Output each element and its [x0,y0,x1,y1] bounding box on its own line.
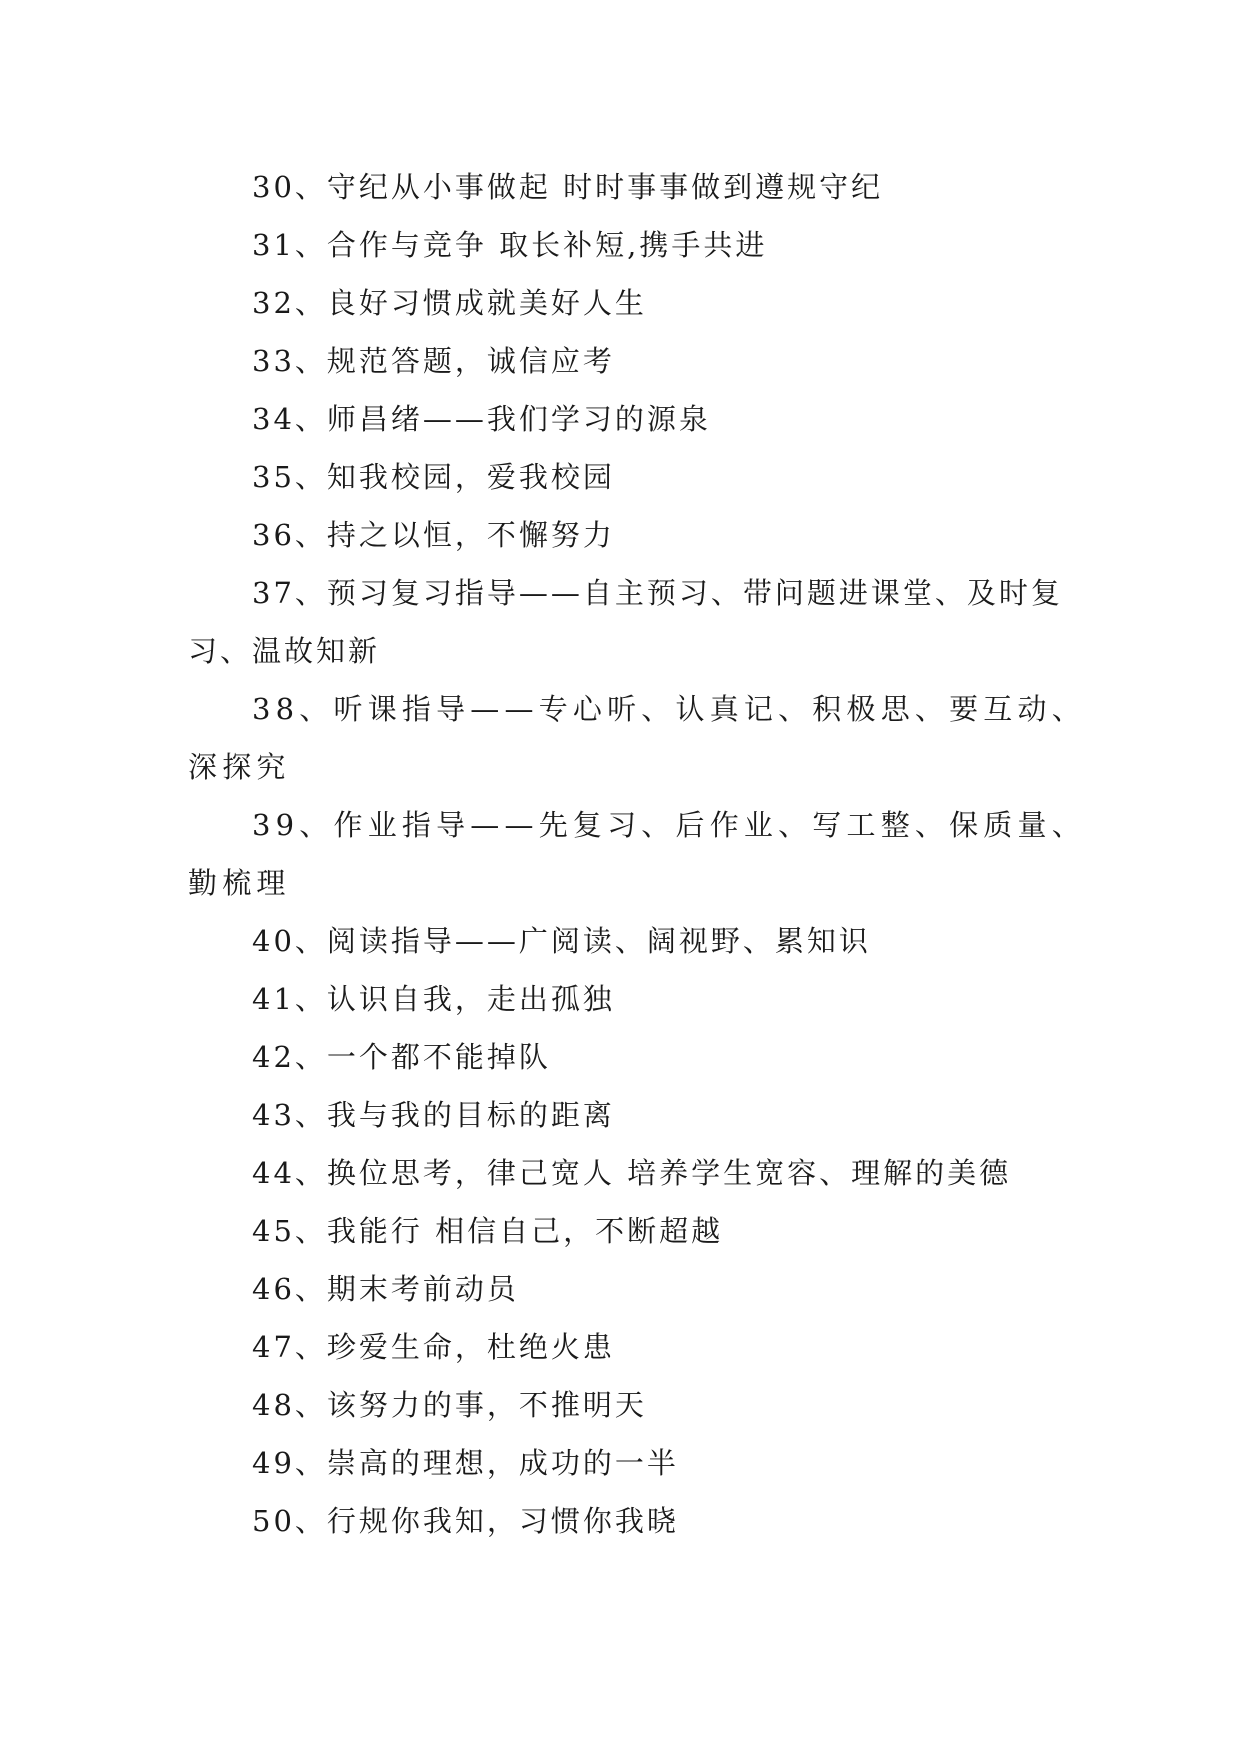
list-item: 46、期末考前动员 [252,1272,519,1306]
list-item: 37、预习复习指导——自主预习、带问题进课堂、及时复习、温故知新 [188,576,1063,668]
list-item: 34、师昌绪——我们学习的源泉 [252,402,711,436]
list-item: 33、规范答题，诚信应考 [252,344,615,378]
list-item: 44、换位思考，律己宽人 培养学生宽容、理解的美德 [252,1156,1012,1190]
list-item: 50、行规你我知，习惯你我晓 [252,1504,679,1538]
list-item: 38、听课指导——专心听、认真记、积极思、要互动、深探究 [188,692,1086,784]
list-item: 42、一个都不能掉队 [252,1040,551,1074]
list-item: 35、知我校园，爱我校园 [252,460,615,494]
list-item: 41、认识自我，走出孤独 [252,982,615,1016]
list-item: 40、阅读指导——广阅读、阔视野、累知识 [252,924,871,958]
list-item: 49、崇高的理想，成功的一半 [252,1446,679,1480]
list-item: 45、我能行 相信自己，不断超越 [252,1214,724,1248]
list-item: 48、该努力的事，不推明天 [252,1388,647,1422]
list-item: 47、珍爱生命，杜绝火患 [252,1330,615,1364]
list-item: 43、我与我的目标的距离 [252,1098,615,1132]
list-item: 30、守纪从小事做起 时时事事做到遵规守纪 [252,170,884,204]
list-item: 36、持之以恒，不懈努力 [252,518,615,552]
list-item: 31、合作与竞争 取长补短,携手共进 [252,228,768,262]
document-body [188,158,1088,1550]
list-item: 32、良好习惯成就美好人生 [252,286,647,320]
list-item: 39、作业指导——先复习、后作业、写工整、保质量、勤梳理 [188,808,1086,900]
